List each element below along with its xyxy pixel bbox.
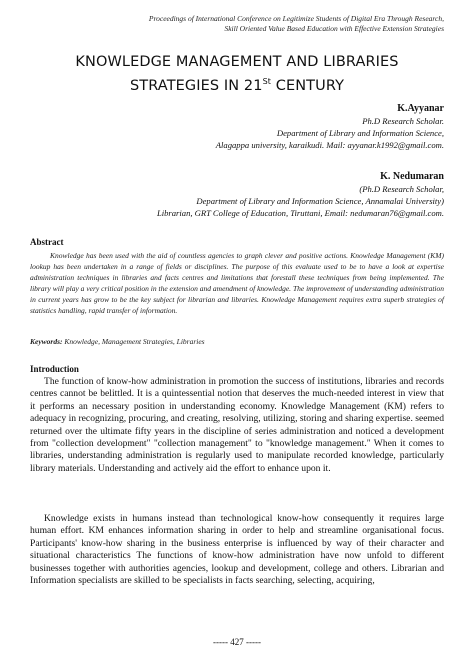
title-line2 <box>0 72 474 96</box>
author1-name: K.Ayyanar <box>397 103 444 114</box>
author1-affiliation-line3: Alagappa university, karaikudi. Mail: ayyanar.k1992@gmail.com. <box>215 140 444 150</box>
conference-header <box>40 14 444 34</box>
author2-affiliation-line3: Librarian, GRT College of Education, Tiruttani, Email: nedumaran76@gmail.com. <box>156 208 444 218</box>
author2-affiliation-line2: Department of Library and Information Science, Annamalai University) <box>196 196 444 206</box>
conference-header-line2: Skill Oriented Value Based Education with Effective Extension Strategies <box>224 24 444 33</box>
keywords-text: Knowledge, Management Strategies, Libraries <box>62 337 205 346</box>
title-line1: KNOWLEDGE MANAGEMENT AND LIBRARIES <box>75 54 399 70</box>
page-number: ----- 427 ----- <box>213 637 261 647</box>
keywords <box>30 337 444 346</box>
title-line2-post: CENTURY <box>271 77 345 94</box>
author-block-1 <box>216 102 444 151</box>
abstract-text: Knowledge has been used with the aid of countless agencies to graph clever and positive actions. Knowledge Management (KM) lookup has been undertaken in a range of fields or disciplines. The purpose of this evaluate used to be to have a look at expertise administration techniques in libraries and facts centres and limitations that forestall these techniques from being implemented. The library will play a very critical position in the extension and amendment of knowledge. The improvement of understanding administration in current years has grow to be the key subject for librarian and libraries. Knowledge Management requires extra superb strategies of statistics handling, rapid transfer of information. <box>30 251 444 315</box>
abstract-heading: Abstract <box>30 237 64 247</box>
keywords-label: Keywords: <box>30 337 63 346</box>
author2-name: K. Nedumaran <box>380 171 444 182</box>
author1-affiliation-line1: Ph.D Research Scholar. <box>362 116 444 126</box>
title-superscript: St <box>262 77 272 86</box>
title-line2-pre: STRATEGIES IN 21 <box>129 77 263 94</box>
introduction-paragraph-1: The function of know-how administration in promotion the success of institutions, libraries and records centres cannot be belittled. It is a quintessential notion that deserves the much-needed interest in view that it performs an necessary position in understanding economy. Knowledge Management (KM) refers to adequacy in recognizing, procuring, and creating, resolving, utilizing, storing and sharing expertise. seemed returned over the ultimate fifty years in the discipline of series administration and noticed a development from "collection development" "collection management" to "knowledge management." When it comes to libraries, understanding administration is regularly used to manipulate recorded knowledge, particularly library materials. Understanding and actively aid the effort to enhance upon it. <box>30 376 445 474</box>
author1-affiliation-line2: Department of Library and Information Science, <box>276 128 444 138</box>
author-block-2 <box>157 170 444 219</box>
paper-title <box>0 52 474 96</box>
conference-header-line1: Proceedings of International Conference on Legitimize Students of Digital Era Through Research, <box>148 14 444 23</box>
introduction-paragraph-2: Knowledge exists in humans instead than technological know-how consequently it requires large human effort. KM enhances information sharing in order to help and streamline organisational focus. Participants' know-how sharing in the business enterprise is influenced by way of their character and situational characteristics The functions of know-how administration have now unfold to different businesses together with authorities agencies, lookup and development, college and others. Librarian and Information specialists are skilled to be specialists in facts searching, selecting, acquiring, <box>30 513 444 587</box>
author2-affiliation-line1: (Ph.D Research Scholar, <box>359 184 444 194</box>
introduction-heading: Introduction <box>30 364 79 374</box>
